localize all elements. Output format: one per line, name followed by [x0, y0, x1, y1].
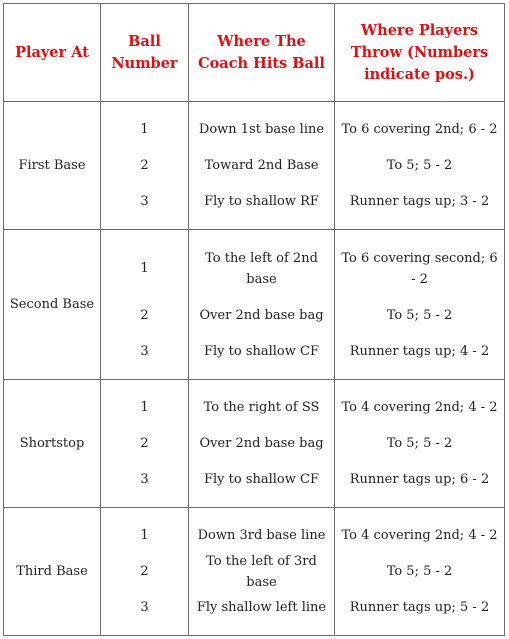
table-row-first-base [4, 102, 505, 230]
ball-number: 3 [140, 344, 149, 359]
throw-instruction: To 5; 5 - 2 [386, 564, 453, 579]
header-ball-number: Ball Number [101, 4, 189, 102]
header-row [4, 4, 505, 102]
player-cell: Shortstop [4, 380, 101, 508]
hit-location: Over 2nd base bag [199, 308, 324, 323]
throw-cell [335, 380, 505, 508]
table-row-shortstop [4, 380, 505, 508]
header-where-players-throw: Where Players Throw (Numbers indicate pos.) [335, 4, 505, 102]
ball-number: 3 [140, 472, 149, 487]
throw-instruction: To 6 covering second; 6 - 2 [341, 250, 498, 287]
ball-number-cell [101, 380, 189, 508]
hit-location: Down 3rd base line [197, 528, 326, 543]
infield-drill-table [3, 3, 505, 636]
player-cell: Second Base [4, 230, 101, 380]
header-where-coach-hits: Where The Coach Hits Ball [189, 4, 335, 102]
hit-location: Fly shallow left line [196, 600, 327, 615]
ball-number: 1 [140, 528, 149, 543]
hit-location: To the right of SS [203, 400, 320, 415]
table-row-third-base [4, 508, 505, 636]
ball-number-cell [101, 508, 189, 636]
throw-instruction: To 4 covering 2nd; 4 - 2 [341, 400, 498, 415]
ball-number: 2 [140, 436, 149, 451]
ball-number: 3 [140, 194, 149, 209]
hit-location: Down 1st base line [198, 122, 325, 137]
hit-location: Over 2nd base bag [199, 436, 324, 451]
hit-location: Fly to shallow CF [203, 344, 319, 359]
throw-cell [335, 230, 505, 380]
throw-instruction: To 5; 5 - 2 [386, 308, 453, 323]
hit-location-cell [189, 102, 335, 230]
throw-instruction: Runner tags up; 3 - 2 [349, 194, 490, 209]
ball-number: 1 [140, 400, 149, 415]
throw-cell [335, 508, 505, 636]
ball-number: 2 [140, 158, 149, 173]
throw-instruction: To 4 covering 2nd; 4 - 2 [341, 528, 498, 543]
hit-location-cell [189, 380, 335, 508]
hit-location: To the left of 3rd base [206, 553, 317, 590]
throw-cell [335, 102, 505, 230]
header-player-at: Player At [4, 4, 101, 102]
throw-instruction: Runner tags up; 6 - 2 [349, 472, 490, 487]
ball-number: 1 [140, 261, 149, 276]
ball-number: 3 [140, 600, 149, 615]
ball-number-cell [101, 102, 189, 230]
ball-number: 1 [140, 122, 149, 137]
player-cell: First Base [4, 102, 101, 230]
player-cell: Third Base [4, 508, 101, 636]
hit-location-cell [189, 230, 335, 380]
hit-location: To the left of 2nd base [205, 250, 318, 287]
hit-location-cell [189, 508, 335, 636]
ball-number: 2 [140, 308, 149, 323]
throw-instruction: To 5; 5 - 2 [386, 158, 453, 173]
hit-location: Fly to shallow CF [203, 472, 319, 487]
hit-location: Fly to shallow RF [204, 194, 319, 209]
throw-instruction: To 5; 5 - 2 [386, 436, 453, 451]
throw-instruction: To 6 covering 2nd; 6 - 2 [341, 122, 498, 137]
ball-number-cell [101, 230, 189, 380]
ball-number: 2 [140, 564, 149, 579]
hit-location: Toward 2nd Base [204, 158, 319, 173]
throw-instruction: Runner tags up; 4 - 2 [349, 344, 490, 359]
table-row-second-base [4, 230, 505, 380]
throw-instruction: Runner tags up; 5 - 2 [349, 600, 490, 615]
